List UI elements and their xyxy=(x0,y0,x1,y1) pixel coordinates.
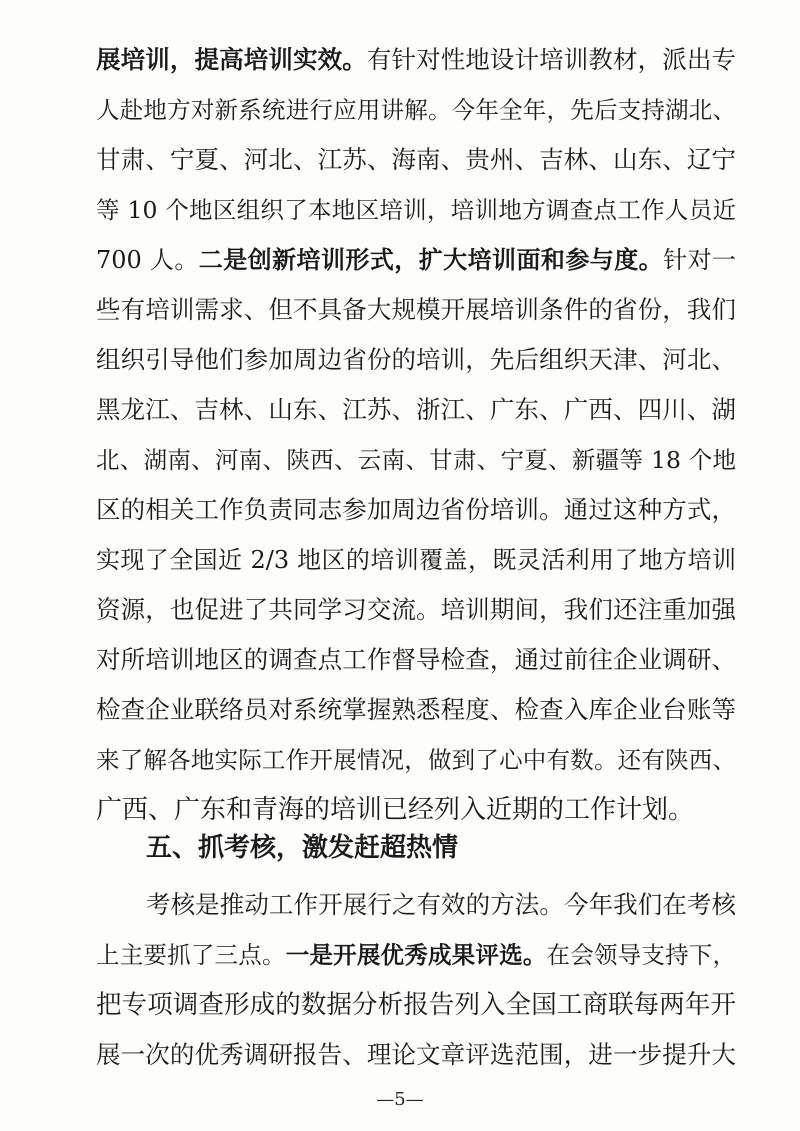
text-line-6: 些有培训需求、但不具备大规模开展培训条件的省份，我们 xyxy=(96,295,736,324)
text-line-2: 人赴地方对新系统进行应用讲解。今年全年，先后支持湖北、 xyxy=(96,96,736,124)
text-line-16: 广西、广东和青海的培训已经列入近期的工作计划。 xyxy=(96,795,695,825)
text-line-12: 资源，也促进了共同学习交流。培训期间，我们还注重加强 xyxy=(96,595,736,624)
text-line-5: 700 人。二是创新培训形式，扩大培训面和参与度。针对一 xyxy=(96,246,737,274)
text-line-4: 等 10 个地区组织了本地区培训，培训地方调查点工作人员近 xyxy=(96,196,736,224)
text-line-3: 甘肃、宁夏、河北、江苏、海南、贵州、吉林、山东、辽宁 xyxy=(96,145,736,174)
text-line-15: 来了解各地实际工作开展情况，做到了心中有数。还有陕西、 xyxy=(96,746,736,774)
section-heading: 五、抓考核，激发赶超热情 xyxy=(146,833,459,863)
bold-phrase: 二是创新培训形式，扩大培训面和参与度。 xyxy=(198,246,664,274)
text-line-11: 实现了全国近 2/3 地区的培训覆盖，既灵活利用了地方培训 xyxy=(96,546,736,574)
bold-phrase: 一是开展优秀成果评选。 xyxy=(285,941,547,969)
text-line-17: 考核是推动工作开展行之有效的方法。今年我们在考核 xyxy=(146,890,736,919)
text-line-10: 区的相关工作负责同志参加周边省份培训。通过这种方式， xyxy=(96,495,736,524)
text-line-9: 北、湖南、河南、陕西、云南、甘肃、宁夏、新疆等 18 个地 xyxy=(96,446,736,474)
text-line-1: 展培训，提高培训实效。有针对性地设计培训教材，派出专 xyxy=(96,45,737,74)
text-line-20: 展一次的优秀调研报告、理论文章评选范围，进一步提升大 xyxy=(96,1040,736,1069)
text-line-18: 上主要抓了三点。一是开展优秀成果评选。在会领导支持下， xyxy=(96,941,737,969)
text-line-7: 组织引导他们参加周边省份的培训，先后组织天津、河北、 xyxy=(96,345,736,374)
text-line-14: 检查企业联络员对系统掌握熟悉程度、检查入库企业台账等 xyxy=(96,695,736,724)
bold-phrase: 展培训，提高培训实效。 xyxy=(96,45,367,74)
text-line-19: 把专项调查形成的数据分析报告列入全国工商联每两年开 xyxy=(96,990,736,1020)
page-number: —5— xyxy=(376,1089,424,1110)
text-line-13: 对所培训地区的调查点工作督导检查，通过前往企业调研、 xyxy=(96,645,736,674)
text-line-8: 黑龙江、吉林、山东、江苏、浙江、广东、广西、四川、湖 xyxy=(96,395,736,424)
